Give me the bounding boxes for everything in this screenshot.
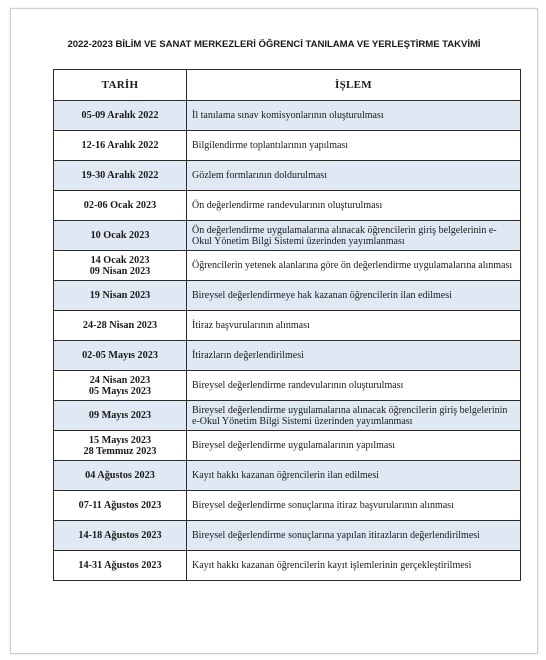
table-row bbox=[54, 191, 521, 221]
row-date: 19 Nisan 2023 bbox=[54, 281, 187, 311]
table-row bbox=[54, 251, 521, 281]
document-page bbox=[10, 8, 538, 654]
row-operation: Ön değerlendirme uygulamalarına alınacak öğrencilerin giriş belgelerinin e-Okul Yönetim Bilgi Sistemi üzerinden yayımlanması bbox=[187, 221, 521, 251]
row-date: 19-30 Aralık 2022 bbox=[54, 161, 187, 191]
row-date: 14 Ocak 2023 09 Nisan 2023 bbox=[54, 251, 187, 281]
row-date: 12-16 Aralık 2022 bbox=[54, 131, 187, 161]
row-operation: Bilgilendirme toplantılarının yapılması bbox=[187, 131, 521, 161]
table-row bbox=[54, 311, 521, 341]
table-row bbox=[54, 281, 521, 311]
row-date: 10 Ocak 2023 bbox=[54, 221, 187, 251]
row-operation: İl tanılama sınav komisyonlarının oluşturulması bbox=[187, 101, 521, 131]
row-operation: Bireysel değerlendirme randevularının oluşturulması bbox=[187, 371, 521, 401]
header-operation: İŞLEM bbox=[187, 70, 521, 101]
row-operation: Bireysel değerlendirme uygulamalarına alınacak öğrencilerin giriş belgelerinin e-Okul Yönetim Bilgi Sistemi üzerinden yayımlanması bbox=[187, 401, 521, 431]
row-date: 24 Nisan 2023 05 Mayıs 2023 bbox=[54, 371, 187, 401]
row-date: 02-06 Ocak 2023 bbox=[54, 191, 187, 221]
row-date: 04 Ağustos 2023 bbox=[54, 461, 187, 491]
row-date: 05-09 Aralık 2022 bbox=[54, 101, 187, 131]
row-date: 15 Mayıs 2023 28 Temmuz 2023 bbox=[54, 431, 187, 461]
row-date: 07-11 Ağustos 2023 bbox=[54, 491, 187, 521]
row-operation: Bireysel değerlendirme sonuçlarına itiraz başvurularının alınması bbox=[187, 491, 521, 521]
row-operation: Bireysel değerlendirme uygulamalarının yapılması bbox=[187, 431, 521, 461]
row-operation: Gözlem formlarının doldurulması bbox=[187, 161, 521, 191]
document-title: 2022-2023 BİLİM VE SANAT MERKEZLERİ ÖĞRENCİ TANILAMA VE YERLEŞTİRME TAKVİMİ bbox=[67, 39, 481, 50]
calendar-table bbox=[53, 69, 521, 581]
table-row bbox=[54, 131, 521, 161]
table-row bbox=[54, 401, 521, 431]
row-date: 14-18 Ağustos 2023 bbox=[54, 521, 187, 551]
row-operation: Kayıt hakkı kazanan öğrencilerin kayıt işlemlerinin gerçekleştirilmesi bbox=[187, 551, 521, 581]
table-row bbox=[54, 431, 521, 461]
table-row bbox=[54, 161, 521, 191]
table-row bbox=[54, 521, 521, 551]
table-header-row bbox=[54, 70, 521, 101]
row-operation: Kayıt hakkı kazanan öğrencilerin ilan edilmesi bbox=[187, 461, 521, 491]
row-operation: İtiraz başvurularının alınması bbox=[187, 311, 521, 341]
row-operation: Bireysel değerlendirmeye hak kazanan öğrencilerin ilan edilmesi bbox=[187, 281, 521, 311]
row-date: 02-05 Mayıs 2023 bbox=[54, 341, 187, 371]
table-row bbox=[54, 341, 521, 371]
table-row bbox=[54, 551, 521, 581]
row-operation: Bireysel değerlendirme sonuçlarına yapılan itirazların değerlendirilmesi bbox=[187, 521, 521, 551]
row-operation: Öğrencilerin yetenek alanlarına göre ön değerlendirme uygulamalarına alınması bbox=[187, 251, 521, 281]
row-date: 09 Mayıs 2023 bbox=[54, 401, 187, 431]
table-row bbox=[54, 461, 521, 491]
row-operation: Ön değerlendirme randevularının oluşturulması bbox=[187, 191, 521, 221]
header-date: TARİH bbox=[54, 70, 187, 101]
row-date: 14-31 Ağustos 2023 bbox=[54, 551, 187, 581]
table-row bbox=[54, 491, 521, 521]
row-operation: İtirazların değerlendirilmesi bbox=[187, 341, 521, 371]
table-row bbox=[54, 221, 521, 251]
table-row bbox=[54, 101, 521, 131]
table-row bbox=[54, 371, 521, 401]
row-date: 24-28 Nisan 2023 bbox=[54, 311, 187, 341]
